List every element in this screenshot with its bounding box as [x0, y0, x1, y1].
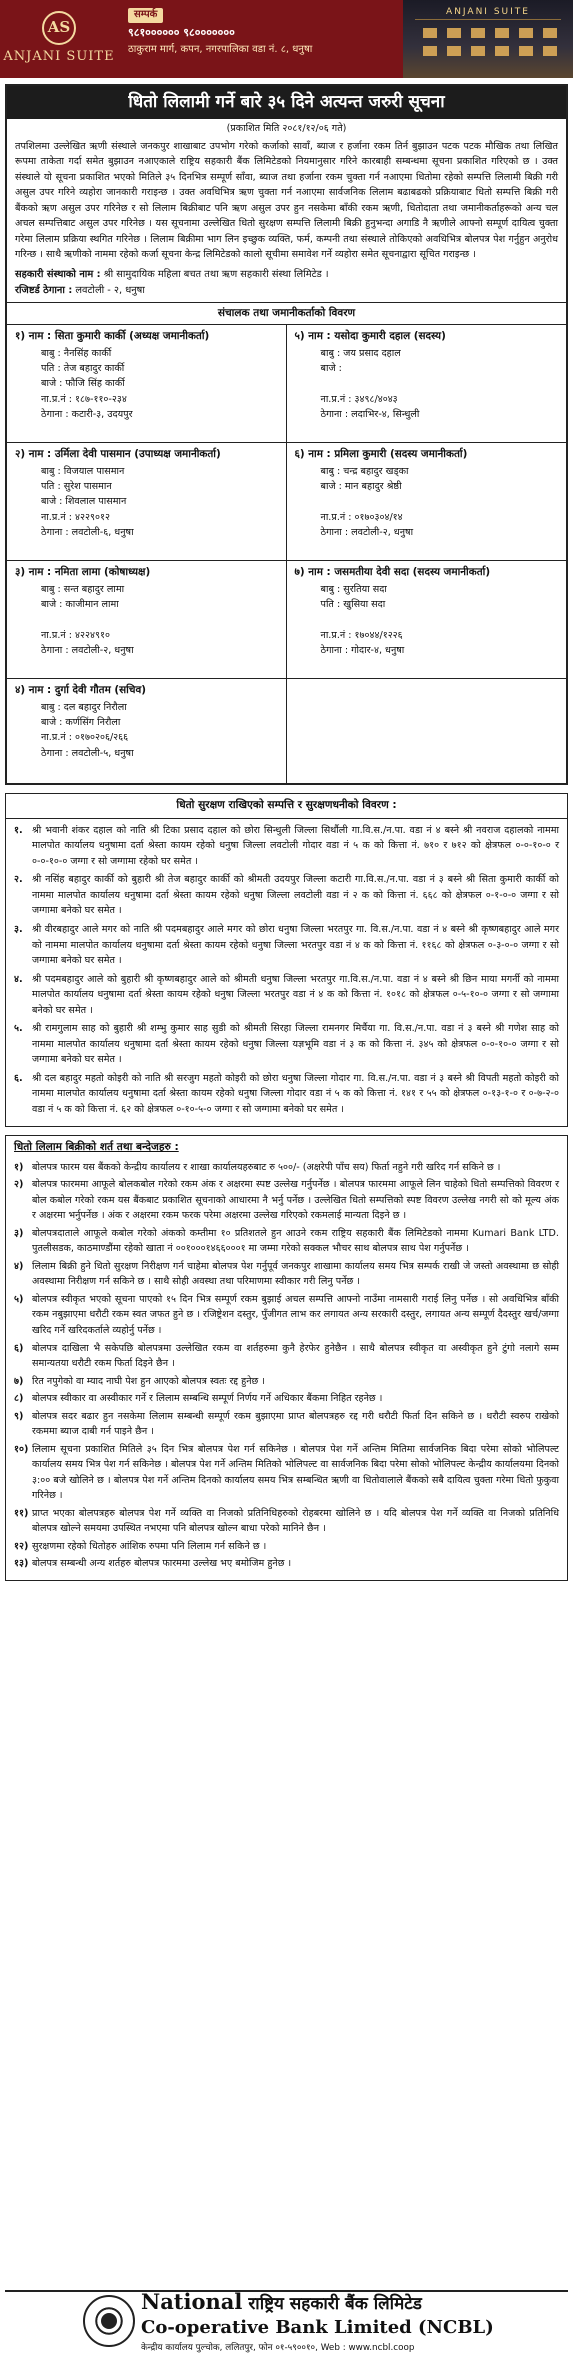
- window-light: [495, 46, 509, 56]
- brand-mark-icon: AS: [42, 11, 76, 45]
- term-text: बोलपत्र सदर बढार हुन नसकेमा लिलाम सम्बन्धी सम्पूर्ण रकम बुझाएमा प्राप्त बोलपत्रहरु रद्द गरी धरौटी फिर्ता दिन सकिने छ । धरौटी स्वरुप राखेको रकममा ब्याज दाबी गर्न पाइने छैन ।: [32, 1410, 559, 1438]
- building-photo: [403, 0, 573, 78]
- term-number: १): [14, 1161, 24, 1173]
- collateral-text: श्री दल बहादुर महतो कोइरी को नाति श्री सरजुग महतो कोइरी को छोरा धनुषा जिल्ला गोदार गा. वि.स./न.पा. वडा नं ३ बस्ने श्री विपती महतो कोइरी को नाममा मालपोत कार्यालय धनुषामा दर्ता श्रेस्ता कायम रहेको धनुषा जिल्ला गोदार वडा नं ५ क को कित्ता नं. १४१ र ५५ को क्षेत्रफल ०-१३-१-० र ०-७-२-० वडा नं ५ क को कित्ता नं. ६२ को क्षेत्रफल ०-१०-५-० जग्गा र सो जग्गामा बनेको घर समेत ।: [32, 1072, 559, 1115]
- member-card: [287, 443, 567, 561]
- member-card-empty: [287, 679, 567, 783]
- bank-name-np: राष्ट्रिय सहकारी बैंक लिमिटेड: [248, 2294, 422, 2315]
- publish-date: (प्रकाशित मिति २०८१/१२/०६ गते): [226, 122, 347, 134]
- member-detail: बाबु : विजयाल पासमान: [41, 465, 125, 477]
- window-light: [447, 28, 461, 38]
- member-name: १) नाम : सिता कुमारी कार्की (अध्यक्ष जमानीकर्ता): [15, 330, 210, 343]
- collateral-number: २.: [14, 874, 23, 886]
- term-number: ७): [14, 1375, 24, 1387]
- borrower-line: [7, 267, 566, 283]
- term-item: [14, 1226, 559, 1257]
- member-detail: बाबु : सन्त बहादुर लामा: [41, 583, 125, 595]
- term-text: रित नपुगेको वा म्याद नाघी पेश हुन आएको बोलपत्र स्वतः रद्द हुनेछ ।: [32, 1375, 265, 1387]
- contact-block: [118, 0, 403, 78]
- member-detail: बाबु : दल बहादुर निरौला: [41, 701, 127, 713]
- terms-section: [5, 1135, 568, 1581]
- contact-label: सम्पर्क: [128, 8, 163, 23]
- member-detail: बाजे : शिवलाल पासमान: [41, 496, 127, 508]
- member-detail: ना.प्र.नं : ३४९८/४०४३: [320, 393, 398, 405]
- collateral-list: [6, 819, 567, 1127]
- member-name: २) नाम : उर्मिला देवी पासमान (उपाध्यक्ष जमानीकर्ता): [15, 448, 221, 461]
- collateral-item: [14, 1021, 559, 1068]
- bank-footer: [5, 2289, 568, 2353]
- window-light: [543, 28, 557, 38]
- term-item: [14, 1539, 559, 1555]
- collateral-number: ३.: [14, 923, 23, 935]
- window-light: [519, 46, 533, 56]
- term-text: लिलाम बिक्री हुने धितो सुरक्षण निरीक्षण गर्न चाहेमा बोलपत्र पेश गर्नुपूर्व जनकपुर शाखामा कार्यालय समय भित्र सम्पर्क राखी जे जस्तो अवस्थामा छ सोही अवस्थामा निरीक्षण गर्न सकिने छ । साथै सोही अवस्था तथा परिमाणमा स्वीकार गरी लिनु पर्नेछ ।: [32, 1260, 559, 1288]
- member-detail: ना.प्र.नं : ४२२९०१२: [41, 511, 110, 523]
- collateral-text: श्री भवानी शंकर दहाल को नाति श्री टिका प्रसाद दहाल को छोरा सिन्धुली जिल्ला सिर्थौली गा.वि.स./न.पा. वडा नं ४ बस्ने श्री नवराज दहालको नाममा मालपोत कार्यालय धनुषामा दर्ता श्रेस्ता कायम रहेको धनुषा जिल्ला लवटोली गोदार वडा नं ५ क को कित्ता नं. ७१० र ७१२ को क्षेत्रफल ०-०-१०-० र ०-०-१०-० जग्गा र सो जग्गामा रहेको घर समेत ।: [32, 824, 560, 867]
- bank-address: केन्द्रीय कार्यालय पुल्चोक, ललितपुर, फोन ०१-५९००१०, Web : www.ncbl.coop: [141, 2342, 415, 2353]
- collateral-number: १.: [14, 824, 23, 836]
- member-detail: पति : सुरेश पासमान: [41, 480, 112, 492]
- collateral-number: ५.: [14, 1023, 23, 1035]
- member-detail: [15, 612, 278, 627]
- term-number: ९): [14, 1410, 24, 1422]
- member-detail: बाजे : फौजि सिंह कार्की: [41, 378, 125, 390]
- collateral-text: श्री पदमबहादुर आले को बुहारी श्री कृष्णबहादुर आले को श्रीमती धनुषा जिल्ला भरतपुर गा.वि.स./न.पा. वडा नं ४ बस्ने श्री छिन माया मगर्नी को नाममा मालपोत कार्यालय धनुषामा दर्ता श्रेस्ता कायम रहेको धनुषा जिल्ला भरतपुर वडा नं ४ क को कित्ता नं. १०१८ को क्षेत्रफल ०-५-१०-० जग्गा र सो जग्गामा बनेको घर समेत ।: [32, 973, 559, 1016]
- term-number: १०): [14, 1443, 29, 1455]
- term-item: [14, 1292, 559, 1339]
- member-detail: बाबु : नैनसिंह कार्की: [41, 347, 112, 359]
- member-card: [7, 443, 287, 561]
- term-number: ४): [14, 1260, 24, 1272]
- term-text: सुरक्षणमा रहेको धितोहरु आंशिक रुपमा पनि लिलाम गर्न सकिने छ ।: [32, 1540, 267, 1552]
- term-number: १२): [14, 1540, 29, 1552]
- term-text: लिलाम सूचना प्रकाशित मितिले ३५ दिन भित्र बोलपत्र पेश गर्न सकिनेछ । बोलपत्र पेश गर्ने अन्तिम मितिमा सार्वजनिक बिदा परेमा सोको भोलिपल्ट कार्यालय समय भित्र पेश गर्न सकिनेछ । बोलपत्र पेश गर्ने अन्तिम मितिको भोलिपल्ट वा सार्वजनिक बिदा परेमा सोको भोलिपल्ट केन्द्रीय कार्यालयमा दिनको ३:०० बजे खोलिने छ । बोलपत्र पेश गर्ने अन्तिम दिनको कार्यालय समय भित्र सम्बन्धित ऋणी वा धितोवालाले बैंकको सबै दायित्व चुक्ता गरेमा धितो फुकुवा गरिनेछ ।: [32, 1443, 559, 1502]
- term-number: १३): [14, 1558, 29, 1570]
- collateral-item: [14, 922, 559, 969]
- collateral-text: श्री रामगुलाम साह को बुहारी श्री शम्भु कुमार साह सुडी को श्रीमती सिरहा जिल्ला रामनगर मिर्चैया गा. वि.स./न.पा. वडा नं ३ बस्ने श्री गणेश साह को नाममा मालपोत कार्यालय धनुषामा दर्ता श्रेस्ता कायम रहेको धनुषा जिल्ला यज्ञभूमि वडा नं ३ क को कित्ता नं. ३४५ को क्षेत्रफल ०-०-१०-० जग्गा र सो जग्गामा बनेको घर समेत ।: [32, 1023, 559, 1066]
- term-text: बोलपत्रदाताले आफूले कबोल गरेको अंकको कम्तीमा १० प्रतिशतले हुन आउने रकम राष्ट्रिय सहकारी बैंक लिमिटेडको नाममा Kumari Bank LTD. पुतलीसडक, काठमाण्डौंमा रहेको खाता नं ००१०००१४६६०००१ मा जम्मा गरेको सक्कल भौचर साथ बोलपत्र साथ पेश गर्नुपर्नेछ ।: [32, 1227, 559, 1255]
- member-card: [7, 679, 287, 783]
- member-detail: ठेगाना : लवटोली-२, धनुषा: [320, 526, 414, 538]
- term-text: बोलपत्र स्वीकृत भएको सूचना पाएको १५ दिन भित्र सम्पूर्ण रकम बुझाई अचल सम्पत्ति आफ्नो नाउँमा नामसारी गराई लिनु पर्नेछ । सो अवधिभित्र बाँकी रकम नबुझाएमा धरौटी रकम स्वत जफत हुने छ । रजिष्ट्रेशन दस्तुर, पुँजीगत लाभ कर लगायत अन्य सरकारी दस्तुर, लगायत अन्य सम्पूर्ण दैदस्तुर खर्च/जग्गा खरिद गर्ने खरिदकर्ताले व्यहोर्नु पर्नेछ ।: [32, 1293, 559, 1337]
- member-detail: ना.प्र.नं : १८७-११०-२३४: [41, 393, 127, 405]
- term-number: ३): [14, 1227, 24, 1239]
- member-card: [287, 561, 567, 679]
- window-light: [543, 46, 557, 56]
- bank-name-block: [141, 2287, 494, 2354]
- collateral-item: [14, 872, 559, 919]
- members-heading: संचालक तथा जमानीकर्ताको विवरण: [7, 302, 566, 325]
- member-detail: [295, 612, 559, 627]
- member-detail: पति : तेज बहादुर कार्की: [41, 362, 125, 374]
- term-number: ११): [14, 1507, 29, 1519]
- notice-body: तपशिलमा उल्लेखित ऋणी संस्थाले जनकपुर शाखाबाट उपभोग गरेको कर्जाको सावाँ, ब्याज र हर्जाना रकम तिर्न बुझाउन पटक पटक मौखिक तथा लिखित रूपमा ताकेता गर्दा समेत बुझाउन नआएकाले राष्ट्रिय सहकारी बैंक लिमिटेडको नियमानुसार गरिने कारबाही सम्बन्धमा सूचना प्रकाशित गरिएको छ । उक्त संस्थाले यो सूचना प्रकाशित भएको मितिले ३५ दिनभित्र सम्पूर्ण साँवा, ब्याज तथा हर्जाना रकम चुक्ता गर्न नआएमा धितोमा रहेको सम्पत्ति लिलामी बिक्री गरी असुल उपर गरिने व्यहोरा जानकारी गराइन्छ । उक्त अवधिभित्र ऋण चुक्ता गर्न नआएमा सार्वजनिक लिलाम बढाबढको प्रक्रियाबाट धितो सम्पत्ति बिक्री गरी बैंकको ऋण असुल उपर गरिनेछ र सो लिलाम बिक्रीबाट पनि ऋण असुल उपर हुन नसकेमा बाँकी रकम ऋणी, धितोदाता तथा जमानीकर्ताहरूको अन्य चल अचल सम्पत्तिबाट असुल उपर गरिनेछ । यस सूचनामा उल्लेखित धितो सुरक्षण सम्पत्ति लिलामी बिक्री हुनुभन्दा अगाडि नै ऋणीले आफ्नो सम्पूर्ण दायित्व चुक्ता गरेमा लिलाम प्रक्रिया स्थगित गरिनेछ । लिलाम बिक्रीमा भाग लिन इच्छुक व्यक्ति, फर्म, कम्पनी तथा संस्थाले तोकिएको अवधिभित्र बोलपत्र पेश गर्नुहुन अनुरोध गरिन्छ । साथै ऋणीको नाममा रहेको कर्जा सूचना केन्द्र लिमिटेडको कालो सूचीमा समावेश गर्ने व्यहोरा समेत सूचनाद्वारा सूचित गराइन्छ ।: [15, 140, 558, 261]
- member-detail: ना.प्र.नं : १७०४४/१२२६: [320, 629, 403, 641]
- brand-logo: [0, 0, 118, 78]
- member-detail: बाजे : मान बहादुर श्रेष्ठी: [320, 480, 402, 492]
- member-detail: [295, 494, 559, 509]
- bank-seal-icon: [83, 2295, 135, 2347]
- member-detail: बाजे : कर्णसिंग निरौला: [41, 716, 121, 728]
- collateral-text: श्री वीरबहादुर आले मगर को नाति श्री पदमबहादुर आले मगर को छोरा धनुषा जिल्ला भरतपुर गा. वि.स./न.पा. वडा नं ४ बस्ने श्री कृष्णबहादुर आले मगर को नाममा मालपोत कार्यालय धनुषामा दर्ता श्रेस्ता कायम रहेको धनुषा जिल्ला भरतपुर वडा नं ४ क को कित्ता नं. ११६८ को क्षेत्रफल ०-३-०-० जग्गा र सो जग्गामा बनेको घर समेत ।: [32, 923, 559, 967]
- member-detail: ना.प्र.नं : ०१७०३०४/१४: [320, 511, 403, 523]
- term-text: बोलपत्र सम्बन्धी अन्य शर्तहरु बोलपत्र फारममा उल्लेख भए बमोजिम हुनेछ ।: [32, 1558, 292, 1570]
- window-light: [495, 28, 509, 38]
- term-item: [14, 1442, 559, 1504]
- collateral-text: श्री नसिंह बहादुर कार्की को बुहारी श्री तेज बहादुर कार्की को श्रीमती उदयपुर जिल्ला कटारी गा.वि.स./न.पा. वडा नं ३ बस्ने श्री सिता कुमारी कार्की को नाममा मालपोत कार्यालय धनुषामा दर्ता श्रेस्ता कायम रहेको धनुषा जिल्ला लवटोली वडा नं २ क को कित्ता नं. ६६८ को क्षेत्रफल ०-१-०-० जग्गा र सो जग्गामा बनेको घर समेत ।: [32, 874, 559, 917]
- advert-banner: [0, 0, 573, 78]
- collateral-item: [14, 972, 559, 1019]
- member-name: ५) नाम : यसोदा कुमारी दहाल (सदस्य): [294, 330, 446, 343]
- terms-heading: धितो लिलाम बिक्रीको शर्त तथा बन्देजहरु :: [14, 1141, 179, 1154]
- address-value: लवटोली - २, धनुषा: [75, 285, 145, 296]
- member-detail: बाबु : चन्द्र बहादुर खड्का: [320, 465, 409, 477]
- term-number: ६): [14, 1342, 24, 1354]
- member-detail: ना.प्र.नं : ०१७०२०६/२६६: [41, 732, 129, 744]
- member-detail: बाबु : जय प्रसाद दहाल: [320, 347, 401, 359]
- window-light: [471, 46, 485, 56]
- notice-box: [5, 84, 568, 785]
- term-item: [14, 1160, 559, 1176]
- building-sign: ANJANI SUITE: [415, 6, 561, 20]
- member-name: ६) नाम : प्रमिला कुमारी (सदस्य जमानीकर्ता): [294, 448, 468, 461]
- contact-phones: ९८१०००००० ९८०००००००: [128, 25, 235, 39]
- collateral-section: [5, 793, 568, 1127]
- member-detail: बाजे : काजीमान लामा: [41, 598, 119, 610]
- members-grid: [7, 325, 566, 783]
- member-name: ७) नाम : जसमतीया देवी सदा (सदस्य जमानीकर्ता): [294, 566, 491, 579]
- member-detail: ठेगाना : कटारी-३, उदयपुर: [41, 408, 133, 420]
- window-light: [423, 28, 437, 38]
- term-item: [14, 1409, 559, 1440]
- borrower-value: श्री सामुदायिक महिला बचत तथा ऋण सहकारी संस्था लिमिटेड ।: [103, 268, 329, 280]
- bank-name-en-2: Co-operative Bank Limited (NCBL): [141, 2316, 494, 2338]
- term-number: ८): [14, 1393, 24, 1405]
- member-detail: ना.प्र.नं : ४२२४९१०: [41, 629, 110, 641]
- term-item: [14, 1177, 559, 1224]
- window-light: [447, 46, 461, 56]
- window-light: [471, 28, 485, 38]
- member-card: [287, 325, 567, 443]
- member-detail: ठेगाना : लवटोली-५, धनुषा: [41, 747, 134, 759]
- collateral-item: [14, 1071, 559, 1118]
- term-text: बोलपत्र स्वीकार वा अस्वीकार गर्ने र लिलाम सम्बन्धि सम्पूर्ण निर्णय गर्ने अधिकार बैंकमा निहित रहनेछ ।: [32, 1393, 383, 1405]
- term-item: [14, 1506, 559, 1537]
- member-card: [7, 325, 287, 443]
- member-detail: ठेगाना : लवटोली-२, धनुषा: [41, 644, 134, 656]
- window-light: [519, 28, 533, 38]
- term-text: बोलपत्र फारम यस बैंकको केन्द्रीय कार्यालय र शाखा कार्यालयहरुबाट रु ५००/- (अक्षरेपी पाँच सय) फिर्ता नहुने गरी खरिद गर्न सकिने छ ।: [32, 1161, 501, 1173]
- member-name: ४) नाम : दुर्गा देवी गौतम (सचिव): [15, 684, 146, 697]
- term-item: [14, 1341, 559, 1372]
- window-light: [423, 46, 437, 56]
- term-text: प्राप्त भएका बोलपत्रहरु बोलपत्र पेश गर्ने व्यक्ति वा निजको प्रतिनिधिहरुको रोहबरमा खोलिने छ । यदि बोलपत्र पेश गर्ने व्यक्ति वा निजको प्रतिनिधि बोलपत्र खोल्ने समयमा उपस्थित नभएमा पनि बोलपत्र खोल्न बाधा परेको मानिने छैन ।: [32, 1507, 559, 1535]
- term-item: [14, 1374, 559, 1390]
- terms-list: [6, 1158, 567, 1580]
- member-detail: ठेगाना : लवटोली-६, धनुषा: [41, 526, 134, 538]
- contact-address: ठाकुराम मार्ग, कपन, नगरपालिका वडा नं. ८, धनुषा: [128, 44, 313, 56]
- address-label: रजिष्टर्ड ठेगाना :: [15, 285, 73, 296]
- member-name: ३) नाम : नमिता लामा (कोषाध्यक्ष): [15, 566, 151, 579]
- borrower-label: सहकारी संस्थाको नाम :: [15, 268, 101, 280]
- notice-title: धितो लिलामी गर्ने बारे ३५ दिने अत्यन्त जरुरी सूचना: [7, 86, 566, 119]
- member-card: [7, 561, 287, 679]
- address-line: [7, 283, 566, 299]
- term-item: [14, 1391, 559, 1407]
- member-detail: ठेगाना : लदाभिर-४, सिन्धुली: [320, 408, 420, 420]
- term-text: बोलपत्र फारममा आफूले बोलकबोल गरेको रकम अंक र अक्षरमा स्पष्ट उल्लेख गर्नुपर्नेछ । बोलपत्र फारममा आफूले लिन चाहेको धितो सम्पत्तिको विवरण र बोल कबोल गरेको रकम यस बैंकबाट प्रकाशित सूचनाको आधारमा नै भर्नु पर्नेछ । उल्लेखित धितो सम्पत्तिको स्पष्ट विवरण उल्लेख नगरी सो को मूल्य अंक र अक्षरमा भर्नुपर्नेछ । अंक र अक्षरमा रकम फरक परेमा अक्षरमा उल्लेख गरिएको रकमलाई मान्यता दिइने छ ।: [32, 1179, 559, 1222]
- collateral-number: ४.: [14, 973, 23, 985]
- term-number: २): [14, 1179, 24, 1191]
- member-detail: बाजे :: [320, 362, 342, 374]
- member-detail: ठेगाना : गोदार-४, धनुषा: [320, 644, 405, 656]
- term-item: [14, 1259, 559, 1290]
- collateral-heading: धितो सुरक्षण राखिएको सम्पत्ति र सुरक्षणधनीको विवरण :: [6, 794, 567, 818]
- term-number: ५): [14, 1293, 24, 1305]
- term-text: बोलपत्र दाखिला भै सकेपछि बोलपत्रमा उल्लेखित रकम वा शर्तहरुमा कुनै हेरफेर हुनेछैन । साथै बोलपत्र स्वीकृत वा अस्वीकृत हुने टुंगो नलागे सम्म समान्यतया धरौटी रकम फिर्ता दिइने छैन ।: [32, 1342, 559, 1370]
- collateral-number: ६.: [14, 1072, 23, 1084]
- member-detail: पति : खुसिया सदा: [320, 598, 386, 610]
- bank-name-en-1: National: [141, 2289, 243, 2315]
- brand-name: ANJANI SUITE: [3, 49, 115, 65]
- member-detail: [295, 376, 559, 391]
- term-item: [14, 1556, 559, 1572]
- member-detail: बाबु : सुरतिया सदा: [320, 583, 387, 595]
- collateral-item: [14, 823, 559, 870]
